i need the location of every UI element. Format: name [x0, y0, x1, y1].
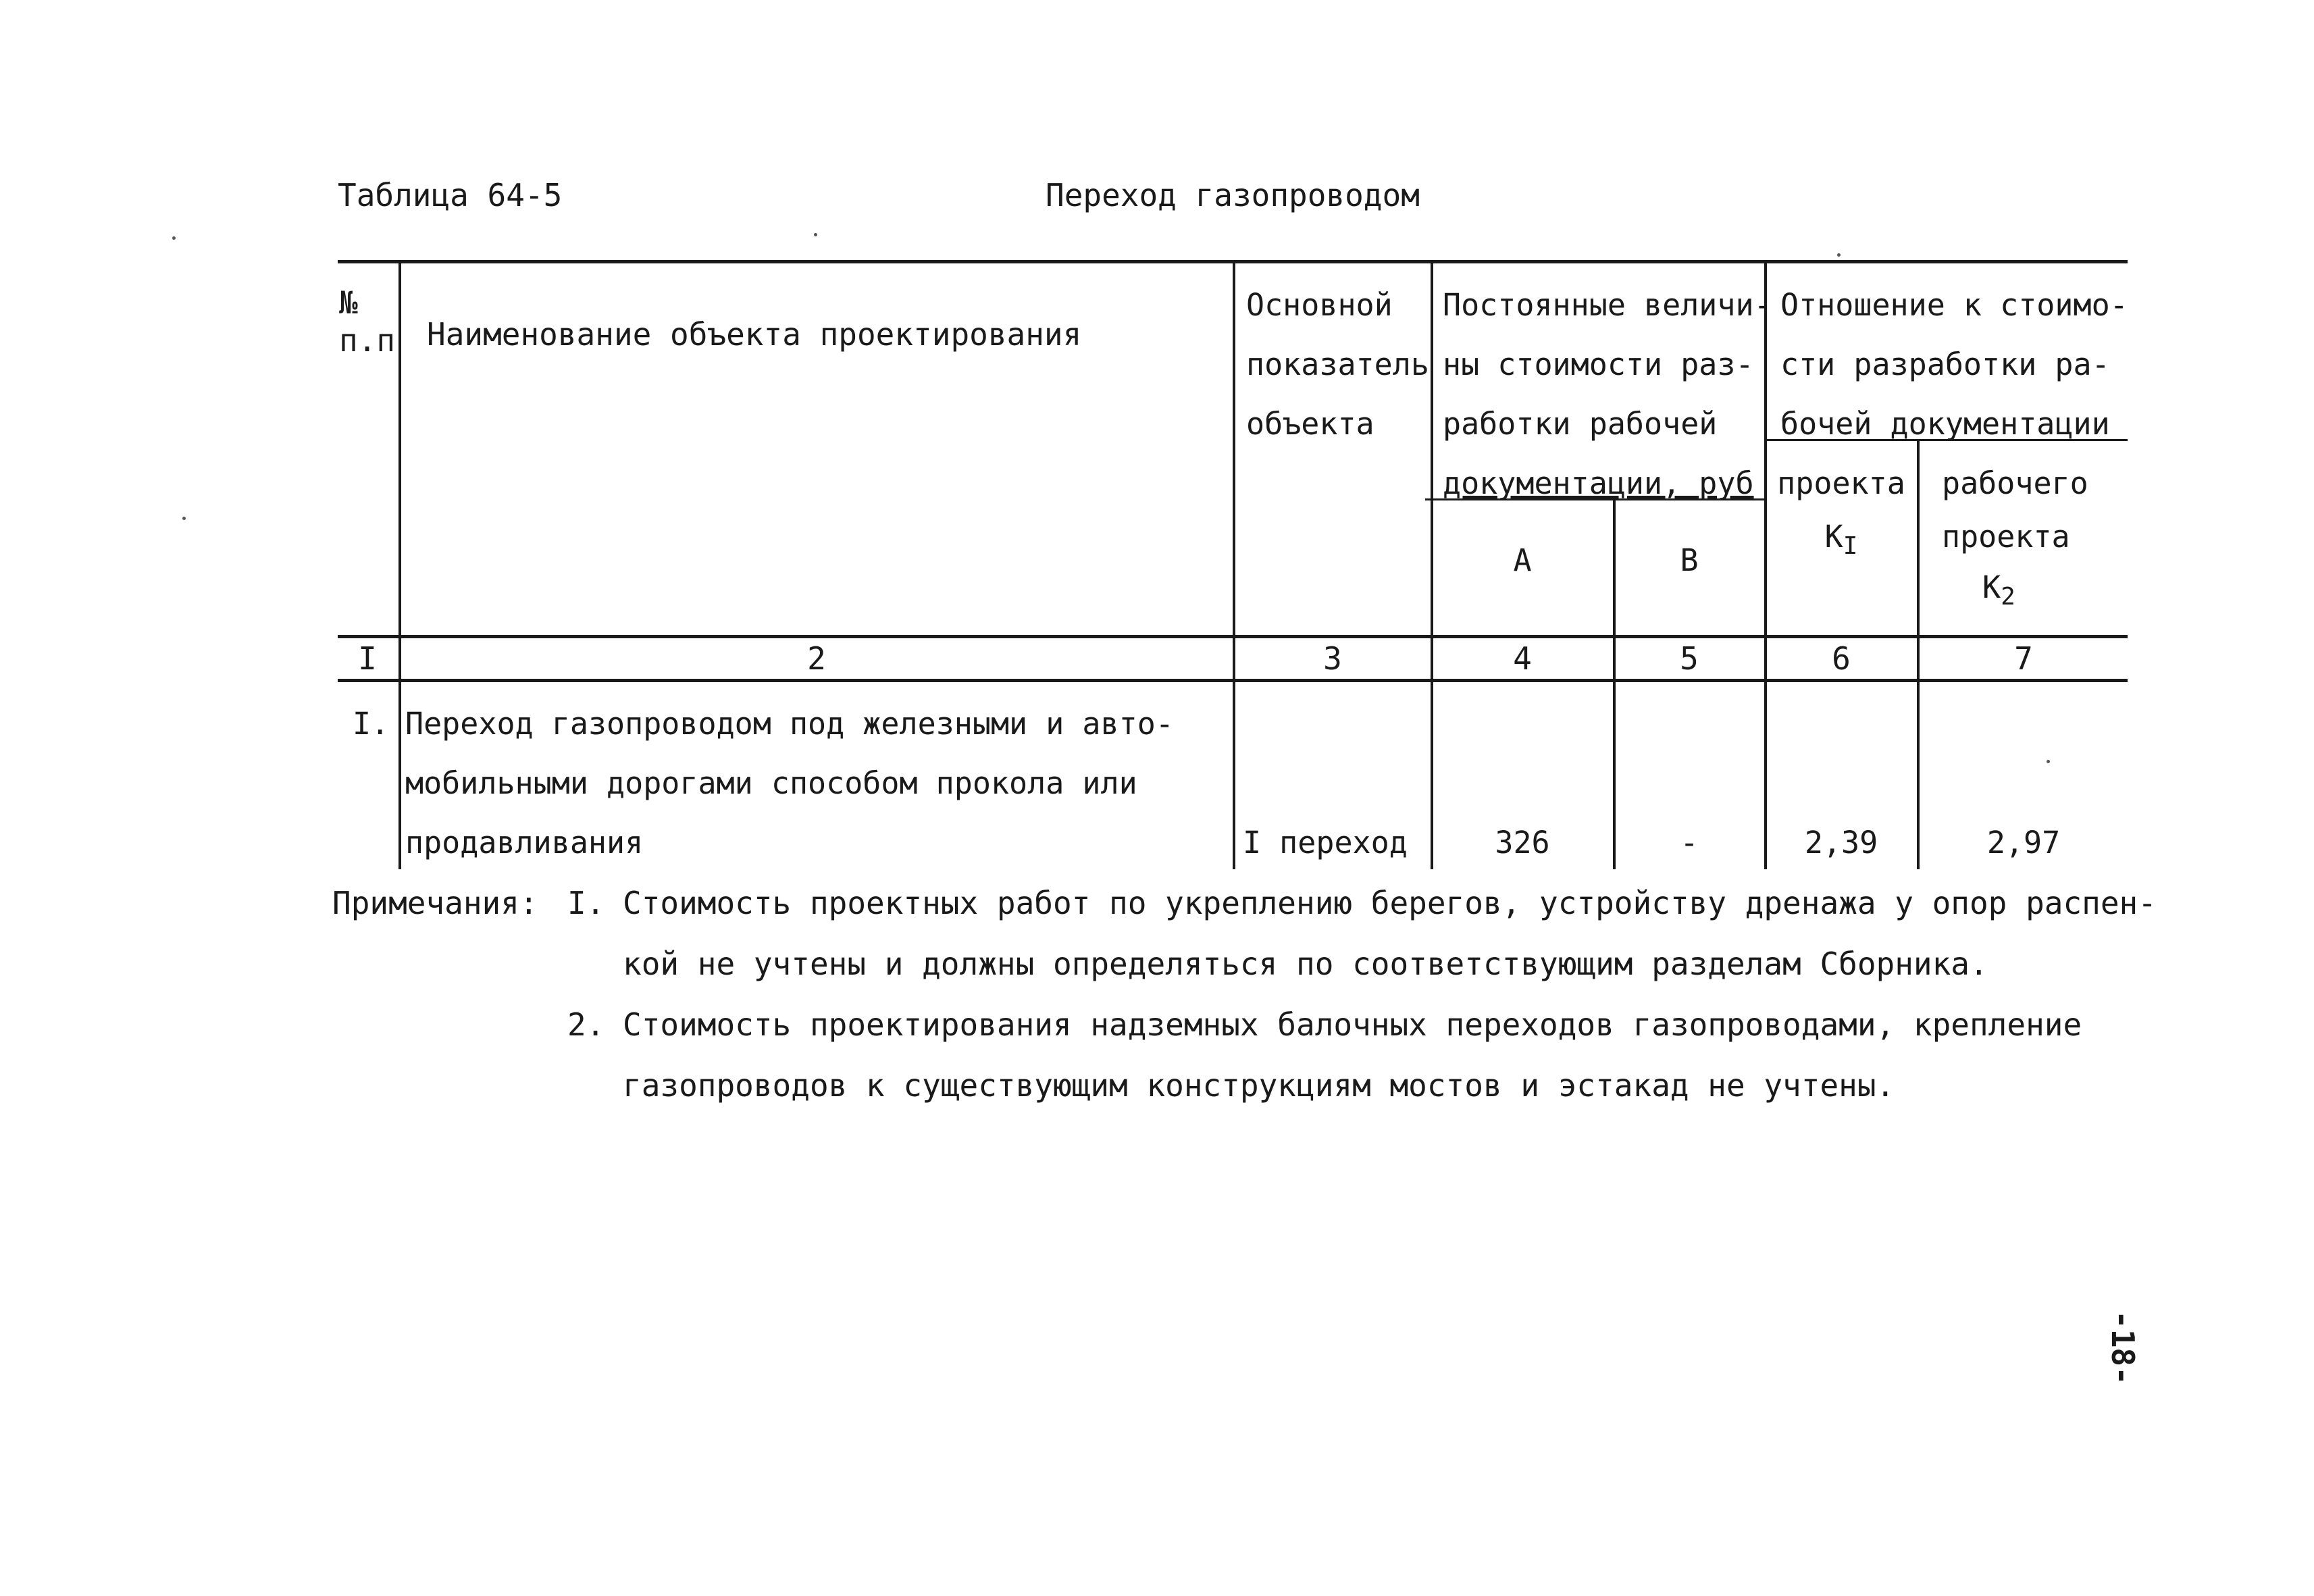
header-num-line-2: п.п	[339, 322, 396, 359]
k2-subscript: 2	[2001, 583, 2015, 611]
table-title: Переход газопроводом	[1046, 177, 1420, 213]
header-constants-line-1: Постоянные величи-	[1443, 287, 1772, 323]
header-indicator-line-2: показатель	[1246, 346, 1429, 382]
note-1-line-1: Стоимость проектных работ по укреплению берегов, устройству дренажа у опор распен-	[623, 885, 2157, 921]
header-num	[339, 284, 395, 359]
colnum-4: 4	[1513, 640, 1532, 677]
note-2-line-1: Стоимость проектирования надземных балочных переходов газопроводами, крепление	[623, 1006, 2082, 1043]
note-1-line-2: кой не учтены и должны определяться по соответствующим разделам Сборника.	[623, 946, 1988, 982]
colnum-3: 3	[1323, 640, 1342, 677]
scan-speck	[1837, 253, 1841, 257]
header-constants-line-3: работки рабочей	[1443, 406, 1718, 442]
colnum-5: 5	[1680, 640, 1699, 677]
colnum-7: 7	[2014, 640, 2033, 677]
header-k1-symbol	[1767, 513, 1916, 570]
row-a: 326	[1495, 825, 1550, 860]
notes-heading: Примечания:	[332, 885, 538, 921]
scan-speck	[182, 517, 186, 520]
header-ratio-line-1: Отношение к стоимо-	[1780, 287, 2128, 323]
header-constants-line-4: документации, руб	[1443, 465, 1754, 501]
header-ratio-line-3: бочей документации	[1780, 406, 2110, 442]
k1-letter: K	[1824, 519, 1843, 555]
col-divider-1	[398, 261, 401, 869]
scan-speck	[814, 233, 817, 236]
header-k2-symbol	[1942, 561, 2088, 624]
row-k2: 2,97	[1986, 825, 2061, 860]
page-number: -18-	[2105, 1310, 2141, 1385]
row-name-line-2: мобильными дорогами способом прокола или	[405, 765, 1137, 801]
row-name	[405, 694, 1174, 873]
note-2-num: 2.	[567, 1006, 605, 1043]
k1-subscript: I	[1843, 532, 1858, 560]
header-constants-line-2: ны стоимости раз-	[1443, 346, 1754, 382]
colnum-2: 2	[807, 640, 826, 677]
note-2-line-2: газопроводов к существующим конструкциям мостов и эстакад не учтены.	[623, 1067, 1895, 1104]
header-k2	[1942, 454, 2088, 624]
row-b: -	[1680, 825, 1699, 860]
note-2-text	[623, 994, 2082, 1116]
colnum-6: 6	[1832, 640, 1851, 677]
header-k1-label: проекта	[1777, 465, 1905, 501]
header-indicator-line-3: объекта	[1246, 406, 1374, 442]
col-divider-2	[1233, 261, 1235, 869]
note-1-text	[623, 873, 2157, 994]
row-name-line-1: Переход газопроводом под железными и авто-	[405, 706, 1174, 742]
scan-speck	[2047, 760, 2050, 763]
header-num-line-1: №	[339, 284, 358, 321]
header-ratio-line-2: сти разработки ра-	[1780, 346, 2110, 382]
colnum-1: I	[358, 640, 377, 677]
header-k1	[1767, 454, 1916, 570]
row-indicator: I переход	[1243, 825, 1408, 860]
note-1-num: I.	[567, 885, 605, 921]
row-name-line-3: продавливания	[405, 825, 644, 860]
header-k2-label-2: проекта	[1942, 519, 2070, 555]
header-col-b: В	[1680, 542, 1699, 578]
header-constants	[1443, 276, 1772, 513]
header-indicator	[1246, 276, 1429, 454]
row-k1: 2,39	[1804, 825, 1878, 860]
k2-letter: K	[1982, 569, 2001, 605]
header-ratio	[1780, 276, 2128, 454]
scan-speck	[172, 236, 176, 240]
header-k2-label-1: рабочего	[1942, 465, 2088, 501]
header-indicator-line-1: Основной	[1246, 287, 1393, 323]
header-name: Наименование объекта проектирования	[427, 316, 1082, 353]
header-col-a: А	[1513, 542, 1532, 578]
row-num: I.	[353, 706, 390, 742]
table-label: Таблица 64-5	[338, 177, 563, 213]
